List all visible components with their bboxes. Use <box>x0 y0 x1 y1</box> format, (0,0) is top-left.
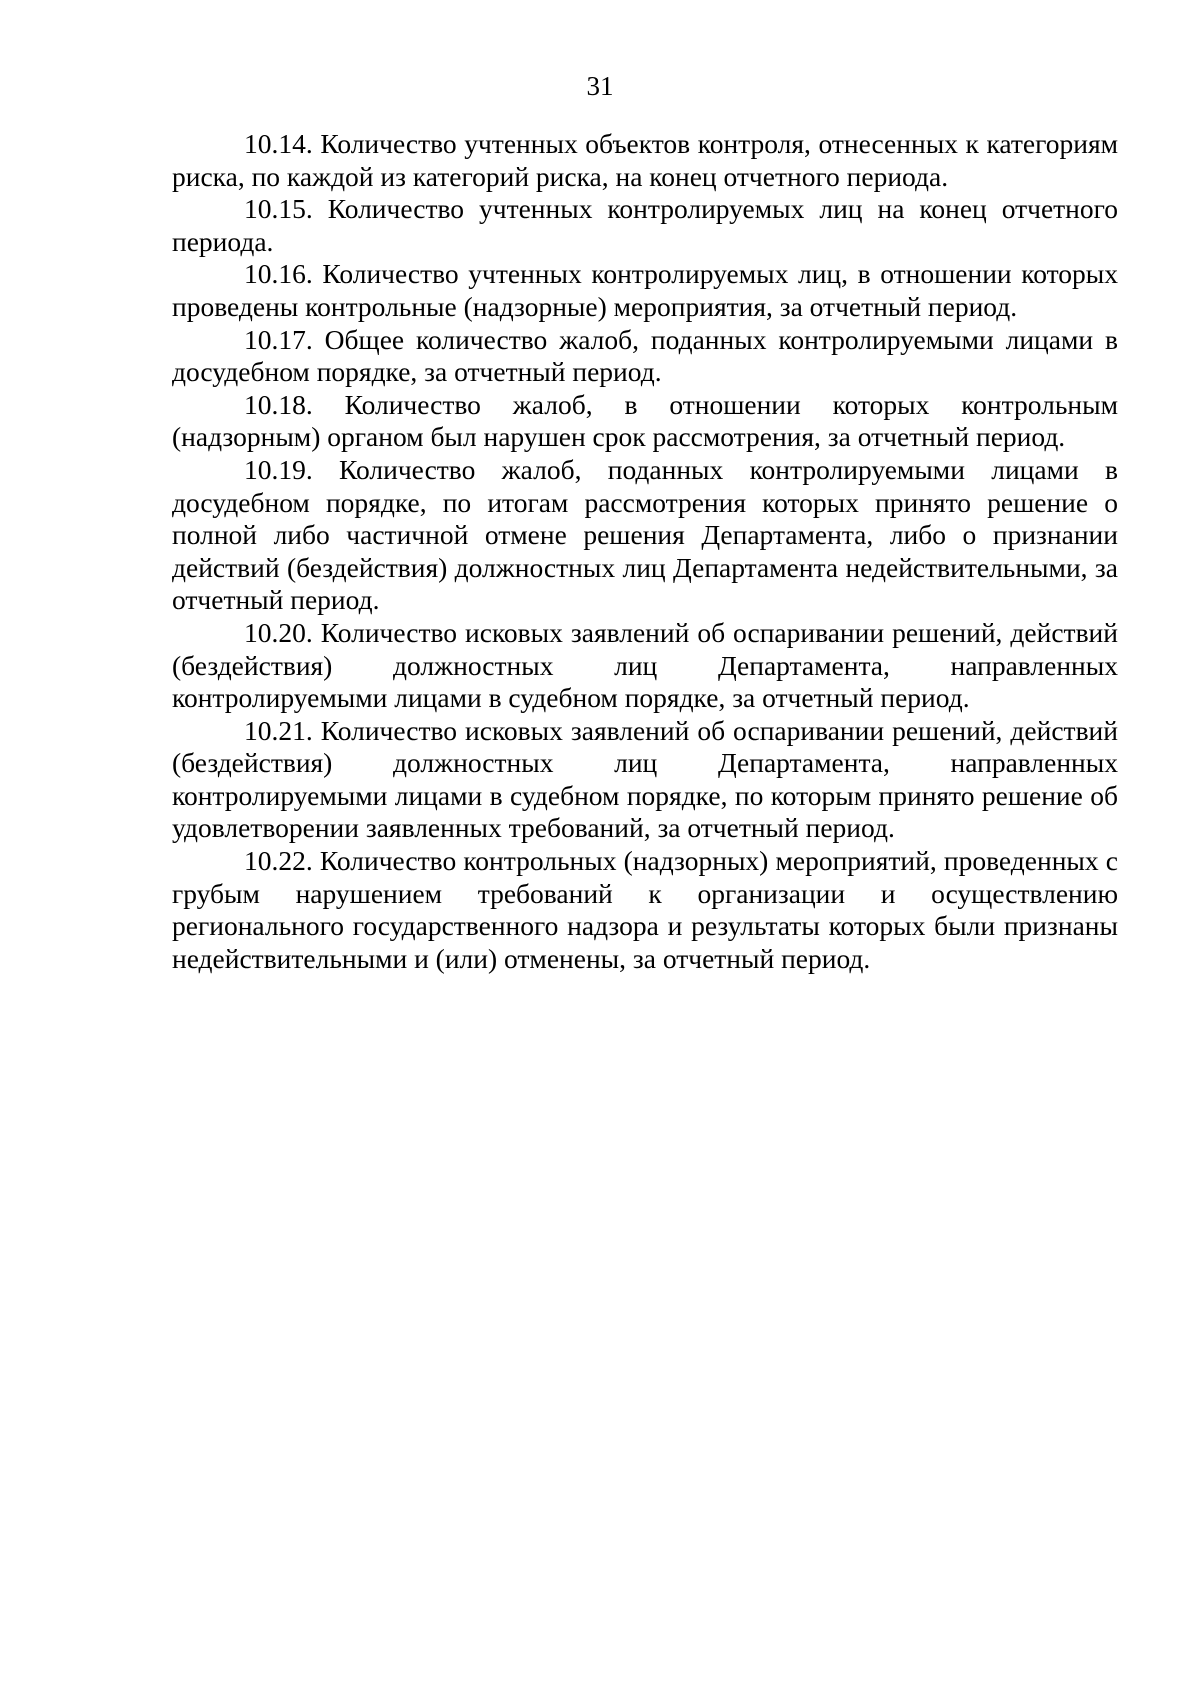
page-number: 31 <box>586 71 614 101</box>
paragraph-10-16: 10.16. Количество учтенных контролируемых лиц, в отношении которых проведены контрольные (надзорные) мероприятия, за отчетный период. <box>172 258 1118 322</box>
paragraph-10-14: 10.14. Количество учтенных объектов контроля, отнесенных к категориям риска, по каждой из категорий риска, на конец отчетного периода. <box>172 128 1118 192</box>
paragraph-10-15: 10.15. Количество учтенных контролируемых лиц на конец отчетного периода. <box>172 193 1118 257</box>
paragraph-10-20: 10.20. Количество исковых заявлений об оспаривании решений, действий (бездействия) должностных лиц Департамента, направленных контролируемыми лицами в судебном порядке, за отчетный период. <box>172 616 1118 714</box>
paragraph-10-19: 10.19. Количество жалоб, поданных контролируемыми лицами в досудебном порядке, по итогам рассмотрения которых принято решение о полной либо частичной отмене решения Департамента, либо о признании действий (бездействия) должностных лиц Департамента недействительными, за отчетный период. <box>172 453 1118 616</box>
document-body <box>172 128 1118 975</box>
paragraph-10-22: 10.22. Количество контрольных (надзорных) мероприятий, проведенных с грубым нарушением требований к организации и осуществлению регионального государственного надзора и результаты которых были признаны недействительными и (или) отменены, за отчетный период. <box>172 845 1118 974</box>
paragraph-10-17: 10.17. Общее количество жалоб, поданных контролируемыми лицами в досудебном порядке, за отчетный период. <box>172 323 1118 388</box>
paragraph-10-18: 10.18. Количество жалоб, в отношении которых контрольным (надзорным) органом был нарушен срок рассмотрения, за отчетный период. <box>172 388 1118 453</box>
paragraph-10-21: 10.21. Количество исковых заявлений об оспаривании решений, действий (бездействия) должностных лиц Департамента, направленных контролируемыми лицами в судебном порядке, по которым принято решение об удовлетворении заявленных требований, за отчетный период. <box>172 714 1118 844</box>
